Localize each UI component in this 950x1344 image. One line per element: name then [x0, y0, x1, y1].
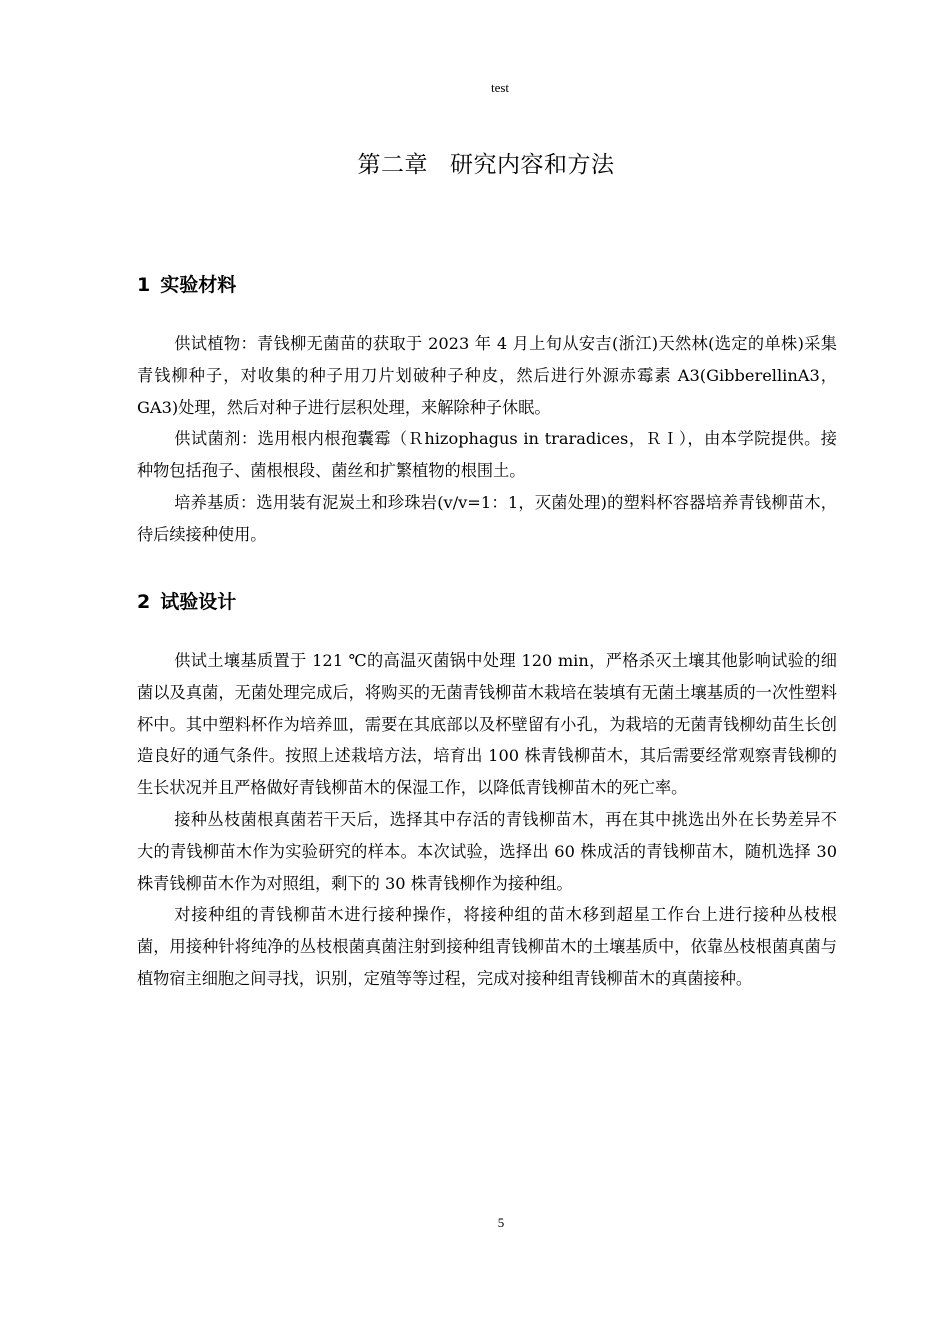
paragraph-soil-sterilization: 供试土壤基质置于 121 ℃的高温灭菌锅中处理 120 min，严格杀灭土壤其他影响试验的细菌以及真菌，无菌处理完成后，将购买的无菌青钱柳苗木栽培在装填有无菌土壤基质的一次性塑料杯中。其中塑料杯作为培养皿，需要在其底部以及杯壁留有小孔，为栽培的无菌青钱柳幼苗生长创造良好的通气条件。按照上述栽培方法，培育出 100 株青钱柳苗木，其后需要经常观察青钱柳的生长状况并且严格做好青钱柳苗木的保湿工作，以降低青钱柳苗木的死亡率。: [137, 651, 837, 798]
section-number: 2: [137, 591, 151, 613]
section-title: 实验材料: [160, 274, 237, 296]
chapter-title-text: 研究内容和方法: [450, 152, 615, 178]
paragraph-test-plant: 供试植物：青钱柳无菌苗的获取于 2023 年 4 月上旬从安吉(浙江)天然林(选定的单株)采集青钱柳种子，对收集的种子用刀片划破种子种皮，然后进行外源赤霉素 A3(GibberellinA3，GA3)处理，然后对种子进行层积处理，来解除种子休眠。: [137, 334, 837, 417]
page-number: 5: [497, 1215, 505, 1230]
section-title: 试验设计: [160, 591, 237, 613]
section-heading-materials: [137, 270, 236, 297]
paragraph-test-inoculant: 供试菌剂：选用根内根孢囊霉（Ｒhizophagus in traradices，ＲＩ），由本学院提供。接种物包括孢子、菌根根段、菌丝和扩繁植物的根围土。: [137, 429, 837, 481]
section-body-materials: [137, 328, 837, 551]
running-header: test: [490, 80, 510, 95]
paragraph-inoculation: 对接种组的青钱柳苗木进行接种操作，将接种组的苗木移到超星工作台上进行接种丛枝根菌，用接种针将纯净的丛枝根菌真菌注射到接种组青钱柳苗木的土壤基质中，依靠丛枝根菌真菌与植物宿主细胞之间寻找，识别，定殖等等过程，完成对接种组青钱柳苗木的真菌接种。: [137, 905, 837, 988]
chapter-number: 第二章: [357, 152, 428, 178]
chapter-title: [0, 146, 950, 179]
paragraph-culture-substrate: 培养基质：选用装有泥炭土和珍珠岩(v/v=1：1，灭菌处理)的塑料杯容器培养青钱柳苗木，待后续接种使用。: [137, 492, 837, 544]
section-body-design: [137, 645, 837, 995]
section-number: 1: [137, 274, 151, 296]
paragraph-sample-selection: 接种丛枝菌根真菌若干天后，选择其中存活的青钱柳苗木，再在其中挑选出外在长势差异不大的青钱柳苗木作为实验研究的样本。本次试验，选择出 60 株成活的青钱柳苗木，随机选择 30 株青钱柳苗木作为对照组，剩下的 30 株青钱柳作为接种组。: [137, 809, 837, 893]
section-heading-design: [137, 587, 236, 614]
